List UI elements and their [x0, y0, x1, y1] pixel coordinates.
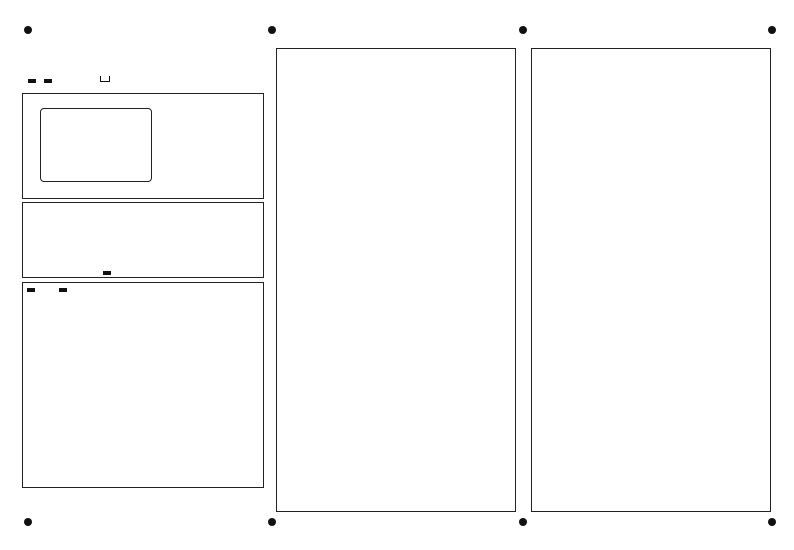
timing-mark: [44, 79, 52, 83]
registration-mark: [768, 518, 776, 526]
registration-mark: [519, 26, 527, 34]
barcode-area: [40, 108, 152, 182]
right-panel: [531, 48, 771, 512]
timing-mark: [59, 288, 67, 292]
registration-mark: [24, 518, 32, 526]
registration-mark: [519, 518, 527, 526]
registration-mark: [24, 26, 32, 34]
section1-panel: [22, 282, 264, 488]
candidate-info-panel: [22, 93, 264, 199]
registration-mark: [268, 518, 276, 526]
absent-mark-box[interactable]: [100, 76, 110, 82]
timing-mark: [27, 288, 35, 292]
filled-example: [103, 271, 111, 275]
timing-mark: [28, 79, 36, 83]
notice-panel: [22, 202, 264, 278]
middle-panel: [276, 48, 516, 512]
registration-mark: [268, 26, 276, 34]
registration-mark: [768, 26, 776, 34]
